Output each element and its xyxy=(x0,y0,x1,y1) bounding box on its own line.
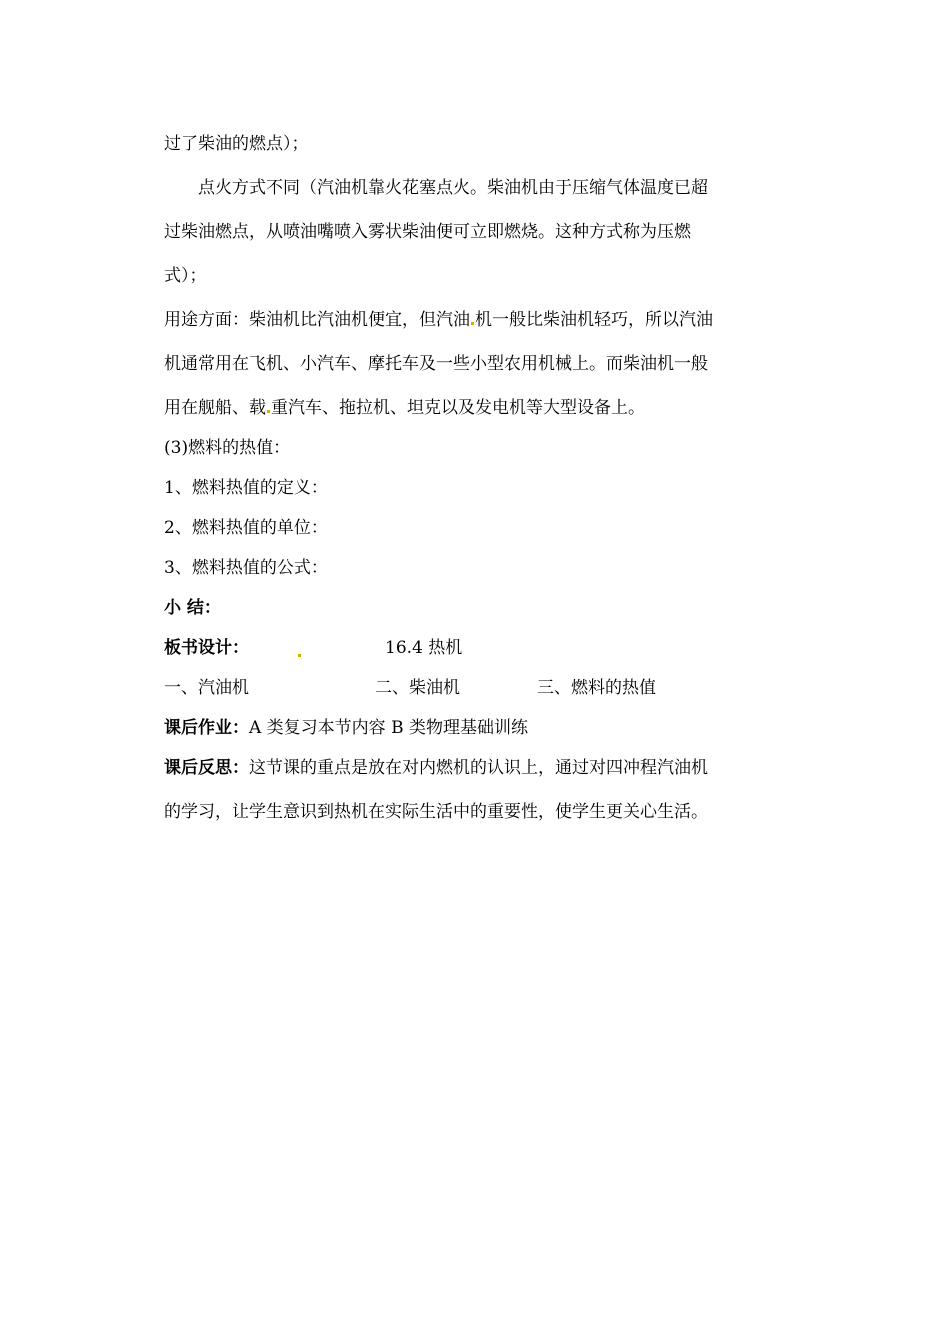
heat-value-item: 2、燃料热值的单位： xyxy=(164,518,328,538)
heat-value-item: 1、燃料热值的定义： xyxy=(164,478,328,498)
reflection-line xyxy=(164,754,794,782)
board-design-label: 板书设计： xyxy=(164,638,249,658)
usage-paragraph-line xyxy=(164,394,794,422)
board-column-gasoline: 一、汽油机 xyxy=(164,678,249,698)
heat-value-item: 3、燃料热值的公式： xyxy=(164,558,328,578)
reflection-text: 这节课的重点是放在对内燃机的认识上，通过对四冲程汽油机 xyxy=(249,758,708,778)
speck-mark xyxy=(267,410,270,413)
homework-label: 课后作业： xyxy=(164,718,249,738)
homework-line xyxy=(164,714,794,742)
board-design-title: 16.4 热机 xyxy=(385,638,463,658)
board-column-heat-value: 三、燃料的热值 xyxy=(537,678,656,698)
board-columns-row xyxy=(164,674,794,702)
usage-paragraph-line xyxy=(164,306,794,334)
homework-text: A 类复习本节内容 B 类物理基础训练 xyxy=(249,718,528,738)
ignition-paragraph-line: 式）； xyxy=(164,266,207,286)
summary-label: 小 结： xyxy=(164,598,221,618)
board-column-diesel: 二、柴油机 xyxy=(375,678,460,698)
document-body xyxy=(164,130,794,826)
ignition-paragraph-line: 点火方式不同（汽油机靠火花塞点火。柴油机由于压缩气体温度已超 xyxy=(198,178,708,198)
usage-text-a: 用途方面：柴油机比汽油机便宜，但汽油 xyxy=(164,310,470,330)
reflection-label: 课后反思： xyxy=(164,758,249,778)
usage-text-a: 用在舰船、载 xyxy=(164,398,266,418)
heat-value-title: (3)燃料的热值： xyxy=(164,438,291,458)
speck-mark xyxy=(471,322,474,325)
usage-paragraph-line: 机通常用在飞机、小汽车、摩托车及一些小型农用机械上。而柴油机一般 xyxy=(164,354,708,374)
usage-text-b: 机一般比柴油机轻巧，所以汽油 xyxy=(475,310,713,330)
board-design-row xyxy=(164,634,794,662)
speck-mark xyxy=(298,654,301,657)
ignition-paragraph-line: 过柴油燃点，从喷油嘴喷入雾状柴油便可立即燃烧。这种方式称为压燃 xyxy=(164,222,691,242)
usage-text-b: 重汽车、拖拉机、坦克以及发电机等大型设备上。 xyxy=(271,398,645,418)
text-line: 过了柴油的燃点）； xyxy=(164,134,309,154)
reflection-line: 的学习，让学生意识到热机在实际生活中的重要性，使学生更关心生活。 xyxy=(164,802,708,822)
